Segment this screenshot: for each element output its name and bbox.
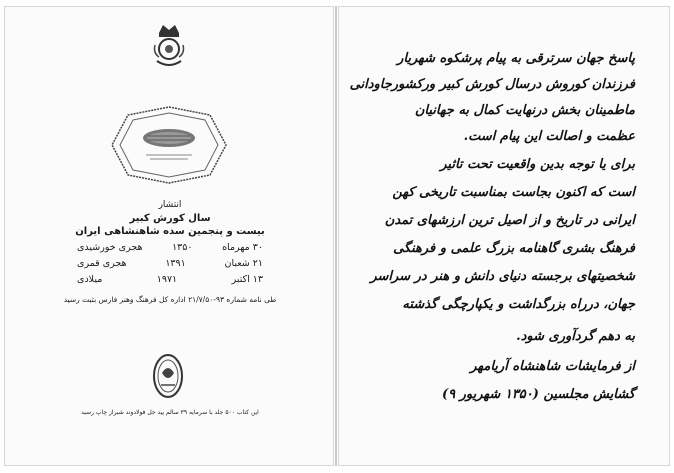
handwritten-line: فرزندان کوروش درسال کورش کبیر ورکشورجاودانی	[349, 77, 635, 92]
date-row	[77, 240, 263, 256]
date-calendar: میلادی	[77, 274, 103, 285]
date-day: ۳۰ مهرماه	[222, 242, 263, 253]
handwritten-line: است که اکنون بجاست بمناسبت تاریخی کهن	[392, 185, 635, 200]
date-row	[77, 272, 263, 288]
left-page	[4, 6, 334, 466]
date-day: ۲۱ شعبان	[224, 258, 263, 269]
date-year: ۱۳۹۱	[165, 258, 186, 269]
handwritten-line: فرهنگ بشری گاهنامه بزرگ علمی و فرهنگی	[393, 241, 635, 256]
date-row	[77, 256, 263, 272]
registration-note: طی نامه شماره ۹۳-۲۱/۷/۵۰ اداره کل فرهنگ وهنر فارس بثبت رسید	[63, 295, 277, 304]
footer-note: این کتاب ۵۰۰ جلد با سرمایه ۳۹ سالم پید جل فولادوند شیراز چاپ رسید	[81, 409, 259, 416]
right-page	[338, 6, 670, 466]
handwritten-line: گشایش مجلسین (۱۳۵۰ شهریور ۹)	[441, 387, 635, 402]
publisher-line: انتشار	[158, 200, 182, 210]
handwritten-line: شخصیتهای برجسته دنیای دانش و هنر در سراسر	[370, 269, 635, 284]
date-calendar: هجری خورشیدی	[77, 242, 143, 253]
royal-crest-icon	[151, 19, 187, 71]
book-spine	[335, 6, 337, 466]
date-day: ۱۳ اکتبر	[231, 274, 263, 285]
handwritten-line: پاسخ جهان سرترقی به پیام پرشکوه شهریار	[397, 51, 635, 66]
occasion-line: سال کورش کبیر	[129, 213, 211, 224]
handwritten-line: از فرمایشات شاهنشاه آریامهر	[470, 359, 635, 374]
date-year: ۱۳۵۰	[172, 242, 193, 253]
handwritten-line: جهان، درراه بزرگداشت و یکپارچگی گذشته	[402, 297, 635, 312]
dates-table	[77, 240, 263, 288]
handwritten-line: برای یا توجه بدین واقعیت تحت تاثیر	[440, 157, 635, 172]
handwritten-line: به دهم گردآوری شود.	[516, 329, 635, 344]
handwritten-line: ماطمینان بخش درنهایت کمال به جهانیان	[414, 103, 635, 118]
publisher-seal-icon	[152, 353, 184, 399]
handwritten-line: عظمت و اصالت این پیام است.	[463, 129, 635, 144]
date-year: ۱۹۷۱	[156, 274, 178, 285]
handwritten-line: ایرانی در تاریخ و از اصیل ترین ارزشهای تمدن	[384, 213, 635, 228]
ornamental-cylinder-frame	[110, 105, 228, 185]
anniversary-line: بیست و پنجمین سده شاهنشاهی ایران	[75, 226, 265, 237]
date-calendar: هجری قمری	[77, 258, 127, 269]
